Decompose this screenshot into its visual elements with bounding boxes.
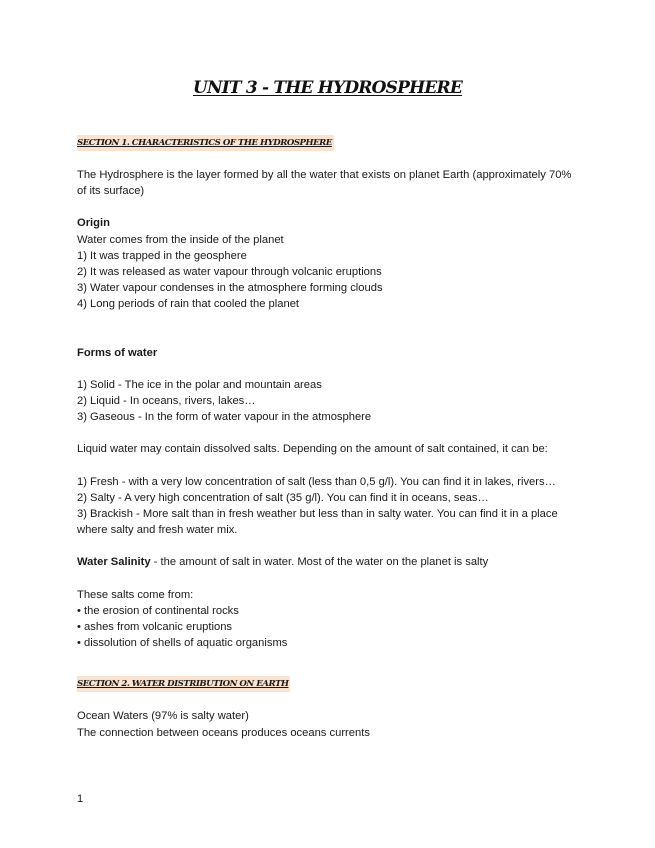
section-1-heading: SECTION 1. CHARACTERISTICS OF THE HYDROSPHERE <box>77 135 334 151</box>
list-item: 2) Salty - A very high concentration of salt (35 g/l). You can find it in oceans, seas… <box>77 491 489 504</box>
salt-types-list <box>77 474 582 539</box>
list-item: 4) Long periods of rain that cooled the planet <box>77 298 300 311</box>
list-item: • ashes from volcanic eruptions <box>77 621 233 634</box>
salinity-term: Water Salinity <box>77 556 151 569</box>
section-2 <box>77 675 582 740</box>
list-item: 1) Fresh - with a very low concentration of salt (less than 0,5 g/l). You can find it in lakes, rivers… <box>77 475 556 488</box>
ocean-currents-line: The connection between oceans produces oceans currents <box>77 726 370 739</box>
salts-intro: Liquid water may contain dissolved salts. Depending on the amount of salt contained, it can be: <box>77 443 548 456</box>
list-item: 3) Water vapour condenses in the atmosphere forming clouds <box>77 282 383 295</box>
list-item: 3) Gaseous - In the form of water vapour in the atmosphere <box>77 411 372 424</box>
list-item: 1) It was trapped in the geosphere <box>77 249 247 262</box>
forms-block <box>77 345 582 426</box>
forms-heading: Forms of water <box>77 346 158 359</box>
section-2-heading: SECTION 2. WATER DISTRIBUTION ON EARTH <box>77 676 290 692</box>
section-1 <box>77 134 582 651</box>
origin-block <box>77 215 582 312</box>
list-item: 3) Brackish - More salt than in fresh weather but less than in salty water. You can find it in a place where salty and fresh water mix. <box>77 508 558 537</box>
list-item: 1) Solid - The ice in the polar and mountain areas <box>77 378 322 391</box>
document-body <box>77 134 582 741</box>
sources-lead: These salts come from: <box>77 588 194 601</box>
origin-heading: Origin <box>77 217 110 230</box>
hydrosphere-definition: The Hydrosphere is the layer formed by all the water that exists on planet Earth (approximately 70% of its surface) <box>77 169 572 198</box>
page-number: 1 <box>77 793 84 805</box>
list-item: • the erosion of continental rocks <box>77 604 239 617</box>
salinity-definition <box>77 554 582 570</box>
list-item: 2) It was released as water vapour through volcanic eruptions <box>77 266 382 279</box>
origin-lead: Water comes from the inside of the planet <box>77 233 284 246</box>
ocean-waters-line: Ocean Waters (97% is salty water) <box>77 710 249 723</box>
list-item: • dissolution of shells of aquatic organisms <box>77 637 288 650</box>
salt-sources <box>77 587 582 652</box>
page-title: UNIT 3 - THE HYDROSPHERE <box>192 78 463 98</box>
list-item: 2) Liquid - In oceans, rivers, lakes… <box>77 395 256 408</box>
salinity-text: - the amount of salt in water. Most of the water on the planet is salty <box>150 556 489 569</box>
